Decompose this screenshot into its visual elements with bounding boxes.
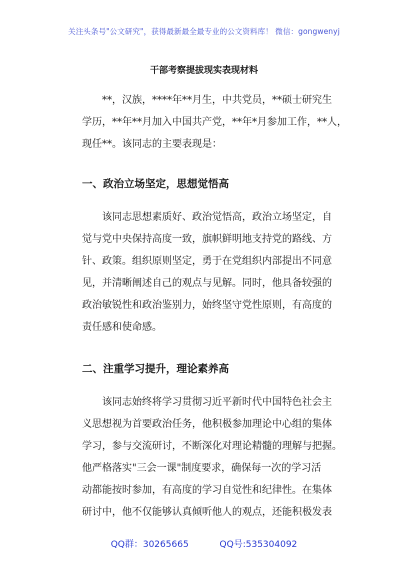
top-banner: 关注头条号"公文研究"，获得最新最全最专业的公文资料库！ 微信：gongwenyj: [68, 27, 340, 36]
footer-qq-group: QQ群：30265665: [110, 540, 189, 550]
intro-line: **，汉族，****年**月生，中共党员，**硕士研究生: [102, 95, 332, 106]
section1-heading: 一、政治立场坚定，思想觉悟高: [82, 178, 229, 190]
intro-line: 学历，**年**月加入中国共产党，**年*月参加工作，**人，: [82, 117, 347, 128]
section1-line: 该同志思想素质好、政治觉悟高，政治立场坚定，自: [102, 212, 332, 223]
section2-line: 动都能按时参加，有高度的学习自觉性和纪律性。在集体: [82, 485, 332, 496]
section1-line: 见，并清晰阐述自己的观点与见解。同时，他具备较强的: [82, 278, 332, 289]
section1-line: 政治敏锐性和政治鉴别力，始终坚守党性原则，有高度的: [82, 300, 332, 311]
footer-contact: [0, 537, 408, 550]
footer-qq-number: QQ号:535304092: [219, 540, 298, 550]
section1-line: 针、政策。组织原则坚定，勇于在党组织内部提出不同意: [82, 256, 332, 267]
intro-paragraph: [82, 90, 350, 156]
section2-line: 研讨中，他不仅能够认真倾听他人的观点，还能积极发表: [82, 507, 332, 518]
section2-paragraph: [82, 392, 350, 524]
section2-line: 义思想视为首要政治任务，他积极参加理论中心组的集体: [82, 419, 332, 430]
intro-line: 现任**。该同志的主要表现是：: [82, 139, 222, 150]
section2-line: 学习，参与交流研讨，不断深化对理论精髓的理解与把握。: [82, 441, 342, 452]
section1-line: 责任感和使命感。: [82, 322, 162, 333]
section1-line: 觉与党中央保持高度一致，旗帜鲜明地支持党的路线、方: [82, 234, 332, 245]
document-title: 干部考察提拔现实表现材料: [149, 66, 258, 76]
section2-line: 他严格落实"三会一课"制度要求，确保每一次的学习活: [82, 463, 322, 474]
section2-line: 该同志始终将学习贯彻习近平新时代中国特色社会主: [102, 397, 332, 408]
section2-heading: 二、注重学习提升，理论素养高: [82, 363, 229, 375]
section1-paragraph: [82, 207, 350, 339]
